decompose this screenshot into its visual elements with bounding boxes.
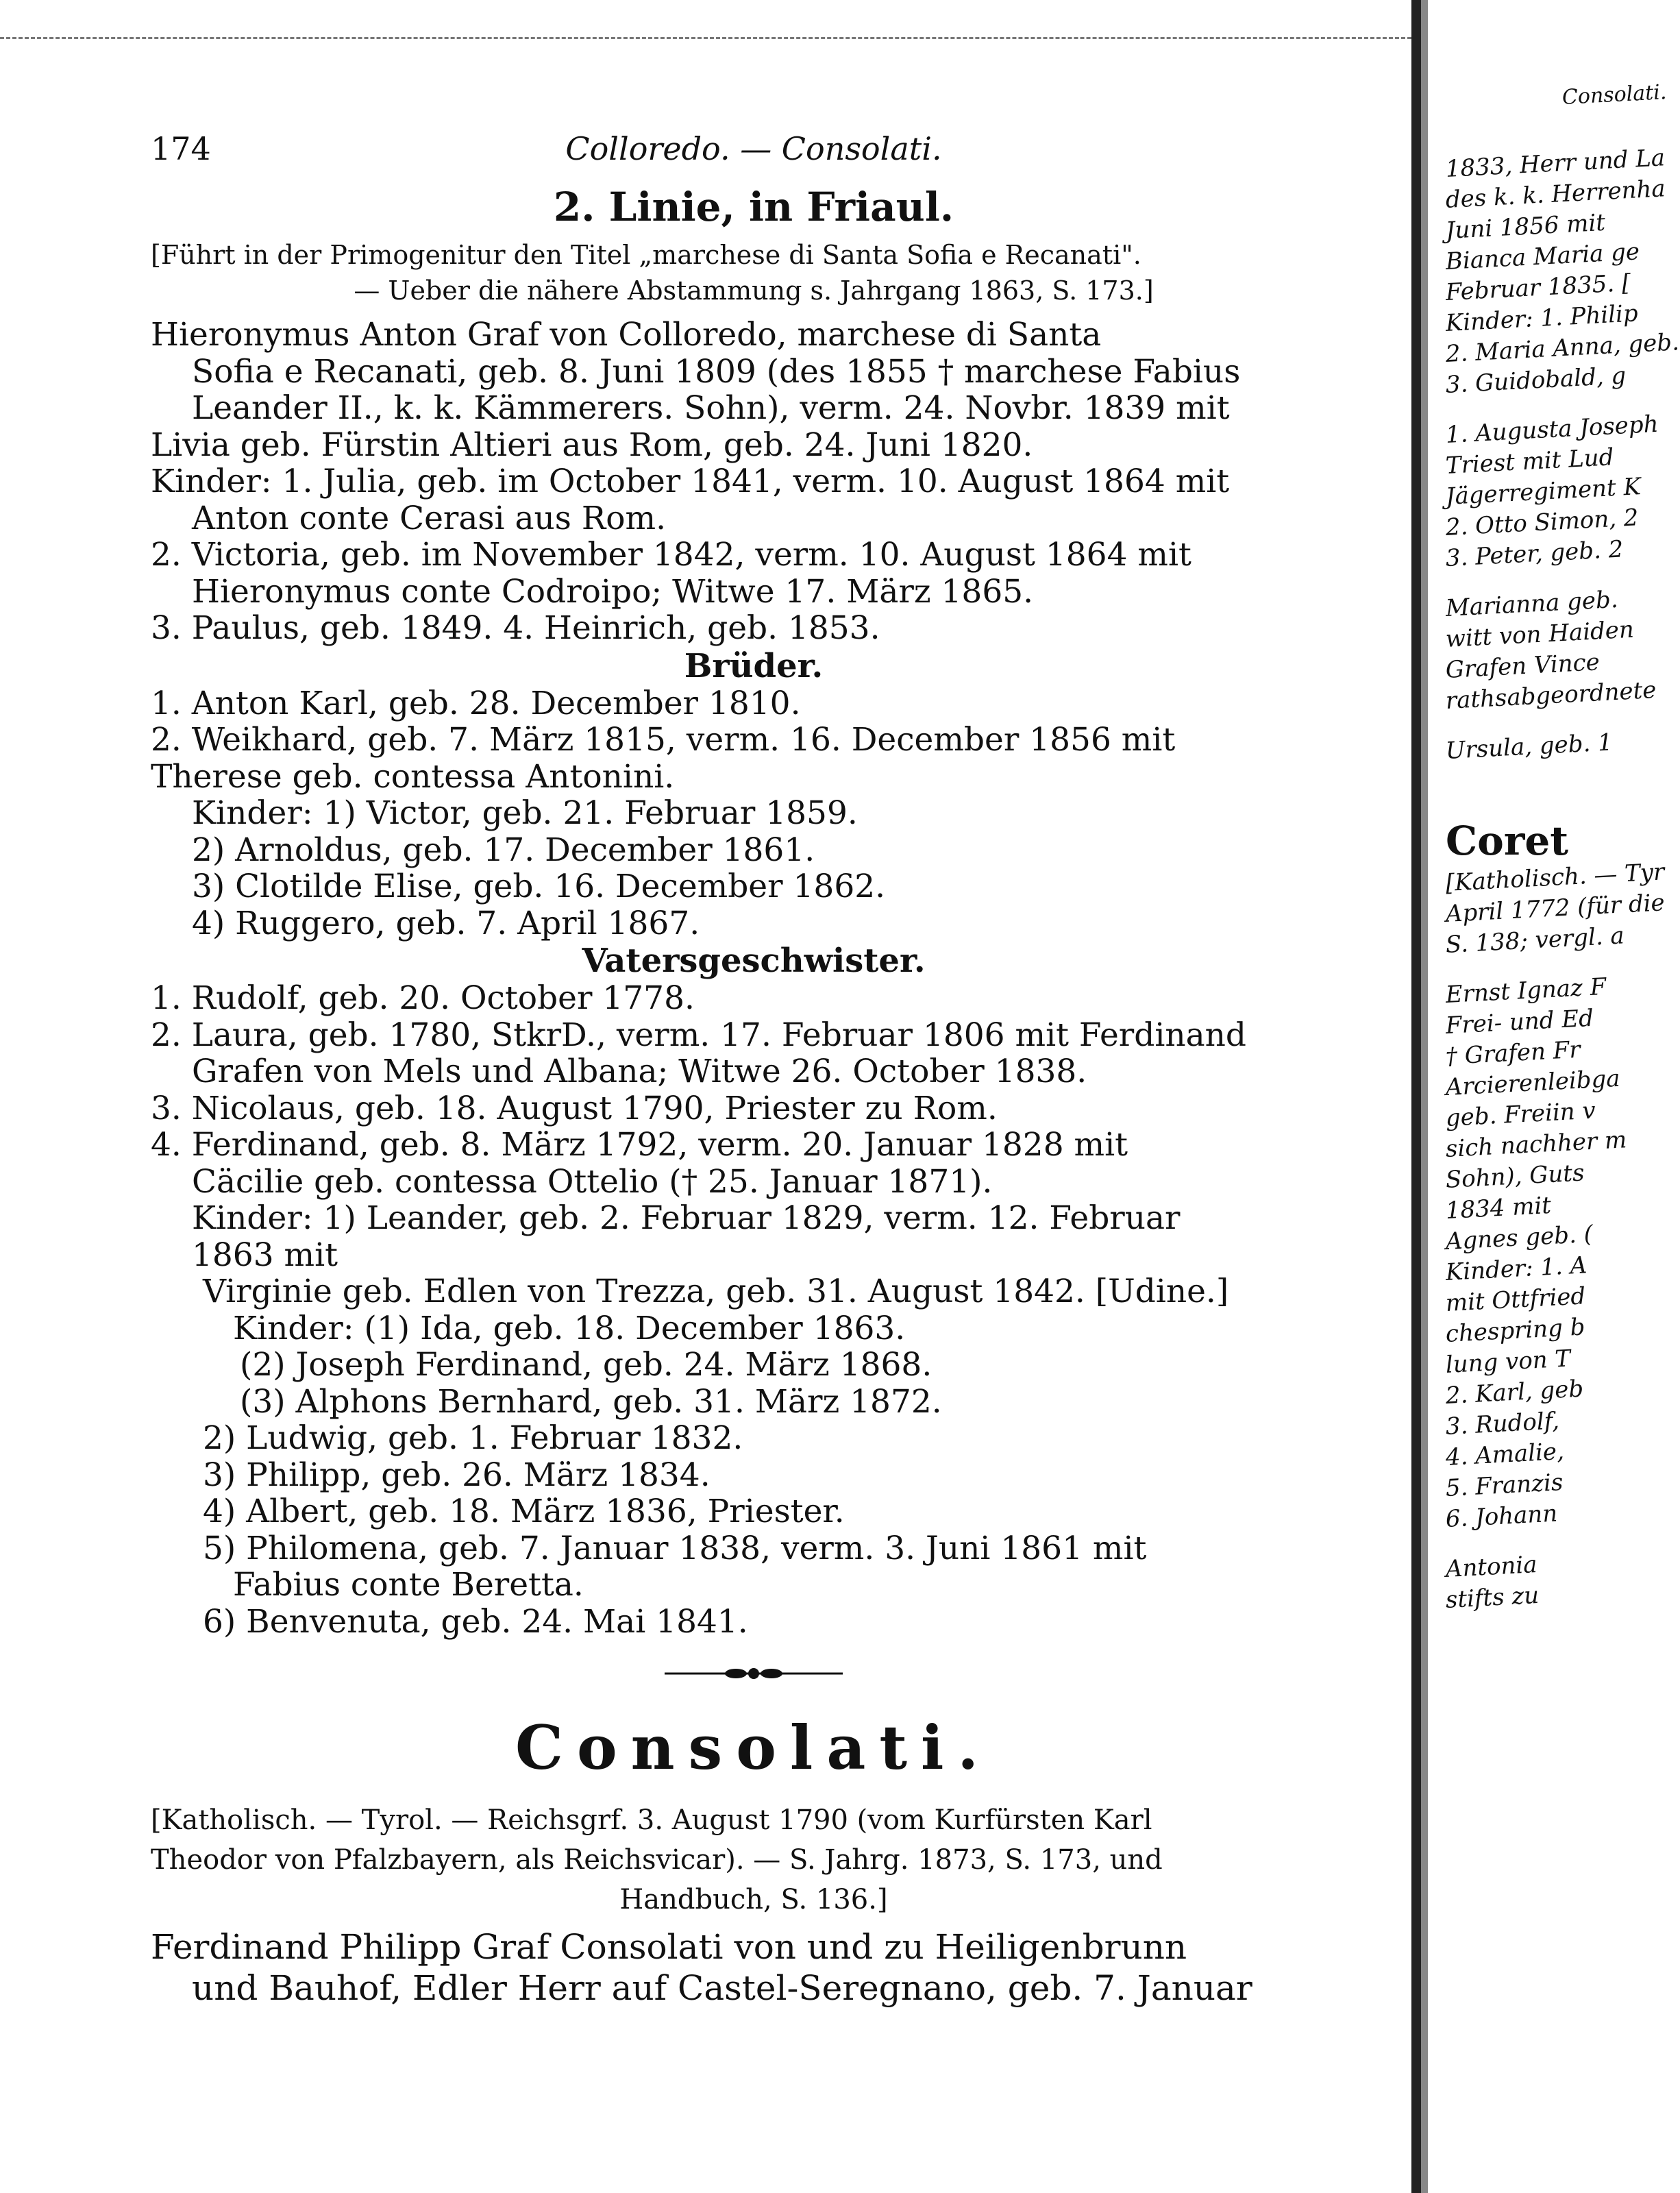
entry-line: Kinder: 1. Julia, geb. im October 1841, verm. 10. August 1864 mit: [151, 463, 1230, 500]
entry-line: Livia geb. Fürstin Altieri aus Rom, geb. 24. Juni 1820.: [151, 426, 1033, 464]
facing-line: Ursula, geb. 1: [1444, 728, 1614, 765]
facing-line: Marianna geb.: [1444, 585, 1619, 622]
vaters-line: 2) Ludwig, geb. 1. Februar 1832.: [203, 1419, 743, 1457]
facing-line: April 1772 (für die: [1444, 889, 1666, 928]
entry-line: Hieronymus conte Codroipo; Witwe 17. März 1865.: [192, 572, 1034, 611]
vaters-line: Fabius conte Beretta.: [233, 1566, 584, 1604]
facing-line: Triest mit Lud: [1444, 443, 1615, 480]
facing-line: 2. Otto Simon, 2: [1444, 504, 1640, 541]
vaters-line: 1. Rudolf, geb. 20. October 1778.: [151, 979, 695, 1017]
left-page: [151, 130, 1357, 2009]
facing-line: 3. Peter, geb. 2: [1444, 535, 1625, 572]
entry-line: 2. Victoria, geb. im November 1842, verm. 10. August 1864 mit: [151, 536, 1191, 574]
vaters-line: Cäcilie geb. contessa Ottelio († 25. Januar 1871).: [192, 1162, 993, 1201]
vaters-line: Grafen von Mels und Albana; Witwe 26. October 1838.: [192, 1053, 1087, 1090]
facing-line: 1. Augusta Joseph: [1444, 410, 1659, 449]
facing-line: 2. Karl, geb: [1444, 1375, 1585, 1410]
vaters-line: 6) Benvenuta, geb. 24. Mai 1841.: [203, 1602, 748, 1641]
entry-line: Hieronymus Anton Graf von Colloredo, marchese di Santa: [151, 316, 1102, 354]
facing-line: 6. Johann: [1444, 1499, 1559, 1533]
consolati-note-line: Handbuch, S. 136.]: [619, 1884, 888, 1915]
entries-list: [151, 317, 1357, 647]
consolati-note-line: Theodor von Pfalzbayern, als Reichsvicar). — S. Jahrg. 1873, S. 173, und: [151, 1844, 1163, 1876]
brueder-list: [151, 685, 1357, 942]
running-head: Colloredo. — Consolati.: [565, 130, 942, 167]
vaters-line: (3) Alphons Bernhard, geb. 31. März 1872.: [240, 1382, 942, 1421]
facing-line: Juni 1856 mit: [1444, 208, 1606, 245]
entry-line: Leander II., k. k. Kämmerers. Sohn), verm. 24. Novbr. 1839 mit: [192, 389, 1230, 427]
vaters-list: [151, 980, 1357, 1640]
facing-line: chespring b: [1444, 1313, 1586, 1348]
section-note: [151, 237, 1357, 308]
facing-line: S. 138; vergl. a: [1444, 922, 1625, 959]
vaters-line: 1863 mit: [192, 1236, 338, 1274]
vaters-line: Virginie geb. Edlen von Trezza, geb. 31. August 1842. [Udine.]: [203, 1273, 1229, 1310]
facing-line: Bianca Maria ge: [1444, 238, 1640, 275]
vaters-line: (2) Joseph Ferdinand, geb. 24. März 1868.: [240, 1346, 932, 1384]
facing-line: sich nachher m: [1444, 1126, 1628, 1163]
facing-line: geb. Freiin v: [1444, 1096, 1596, 1132]
page-header: [151, 130, 1357, 178]
facing-line: lung von T: [1444, 1345, 1572, 1379]
brueder-line: 1. Anton Karl, geb. 28. December 1810.: [151, 684, 801, 722]
facing-line: 5. Franzis: [1444, 1469, 1564, 1502]
vaters-line: 4. Ferdinand, geb. 8. März 1792, verm. 20. Januar 1828 mit: [151, 1126, 1128, 1164]
facing-line: [Katholisch. — Tyr: [1444, 858, 1666, 897]
facing-heading: Coret: [1446, 818, 1569, 864]
section-heading: 2. Linie, in Friaul.: [553, 184, 954, 230]
entry-line: Sofia e Recanati, geb. 8. Juni 1809 (des 1855 † marchese Fabius: [192, 352, 1241, 391]
facing-running-head: Consolati.: [1561, 80, 1668, 110]
brueder-line: Therese geb. contessa Antonini.: [151, 757, 675, 796]
facing-line: Frei- und Ed: [1444, 1004, 1594, 1040]
facing-line: Kinder: 1. Philip: [1444, 299, 1639, 337]
brueder-line: 3) Clotilde Elise, geb. 16. December 1862.: [192, 868, 886, 905]
consolati-entry-line: Ferdinand Philipp Graf Consolati von und zu Heiligenbrunn: [151, 1927, 1187, 1967]
facing-line: Agnes geb. (: [1444, 1220, 1594, 1255]
vaters-line: Kinder: (1) Ida, geb. 18. December 1863.: [233, 1309, 906, 1347]
consolati-entry-line: und Bauhof, Edler Herr auf Castel-Seregnano, geb. 7. Januar: [192, 1968, 1252, 2008]
section-note-line: [Führt in der Primogenitur den Titel „marchese di Santa Sofia e Recanati".: [151, 240, 1141, 270]
vaters-line: 3) Philipp, geb. 26. März 1834.: [203, 1456, 711, 1494]
facing-line: 3. Rudolf,: [1444, 1407, 1560, 1441]
facing-line: 1834 mit: [1444, 1191, 1552, 1225]
brueder-line: 2) Arnoldus, geb. 17. December 1861.: [192, 831, 815, 869]
facing-line: rathsabgeordnete: [1444, 676, 1657, 715]
consolati-note: [151, 1800, 1357, 1920]
book-gutter: [1411, 0, 1421, 2193]
brueder-heading: Brüder.: [684, 646, 824, 685]
scan-edge-line: [0, 37, 1411, 39]
vaters-line: Kinder: 1) Leander, geb. 2. Februar 1829, verm. 12. Februar: [192, 1199, 1181, 1237]
consolati-heading: Consolati.: [515, 1712, 993, 1783]
vaters-heading: Vatersgeschwister.: [582, 942, 926, 980]
facing-lines: [1444, 144, 1680, 1616]
facing-line: Grafen Vince: [1444, 648, 1601, 684]
facing-line: 1833, Herr und La: [1444, 144, 1666, 183]
facing-line: Sohn), Guts: [1444, 1159, 1585, 1194]
vaters-line: 2. Laura, geb. 1780, StkrD., verm. 17. Februar 1806 mit Ferdinand: [151, 1016, 1247, 1054]
facing-line: witt von Haiden: [1444, 615, 1635, 653]
entry-line: Anton conte Cerasi aus Rom.: [192, 499, 667, 537]
section-note-line: — Ueber die nähere Abstammung s. Jahrgang 1863, S. 173.]: [354, 275, 1154, 306]
facing-page-fragment: [1444, 0, 1680, 2193]
vaters-line: 5) Philomena, geb. 7. Januar 1838, verm. 3. Juni 1861 mit: [203, 1529, 1147, 1567]
ornament-divider: [151, 1663, 1357, 1684]
page-number: 174: [151, 130, 211, 167]
brueder-line: 4) Ruggero, geb. 7. April 1867.: [192, 904, 700, 942]
facing-line: † Grafen Fr: [1444, 1036, 1581, 1070]
facing-line: 3. Guidobald, g: [1444, 362, 1627, 399]
entry-line: 3. Paulus, geb. 1849. 4. Heinrich, geb. 1853.: [151, 609, 880, 647]
facing-line: 2. Maria Anna, geb.: [1444, 328, 1680, 368]
ornament-icon: [665, 1663, 843, 1684]
facing-line: Antonia: [1444, 1551, 1538, 1583]
facing-line: Arcierenleibga: [1444, 1064, 1621, 1101]
facing-line: Februar 1835. [: [1444, 269, 1632, 306]
brueder-line: 2. Weikhard, geb. 7. März 1815, verm. 16. December 1856 mit: [151, 721, 1176, 759]
vaters-line: 3. Nicolaus, geb. 18. August 1790, Priester zu Rom.: [151, 1089, 998, 1127]
facing-line: Ernst Ignaz F: [1444, 972, 1607, 1009]
facing-line: 4. Amalie,: [1444, 1437, 1565, 1471]
facing-line: stifts zu: [1444, 1581, 1540, 1614]
vaters-line: 4) Albert, geb. 18. März 1836, Priester.: [203, 1493, 845, 1530]
facing-line: Kinder: 1. A: [1444, 1251, 1588, 1286]
facing-line: mit Ottfried: [1444, 1282, 1587, 1317]
brueder-line: Kinder: 1) Victor, geb. 21. Februar 1859.: [192, 794, 858, 832]
facing-line: des k. k. Herrenha: [1444, 175, 1666, 214]
consolati-note-line: [Katholisch. — Tyrol. — Reichsgrf. 3. August 1790 (vom Kurfürsten Karl: [151, 1804, 1152, 1836]
facing-line: Jägerregiment K: [1444, 473, 1642, 511]
gutter-shadow: [1421, 0, 1428, 2193]
